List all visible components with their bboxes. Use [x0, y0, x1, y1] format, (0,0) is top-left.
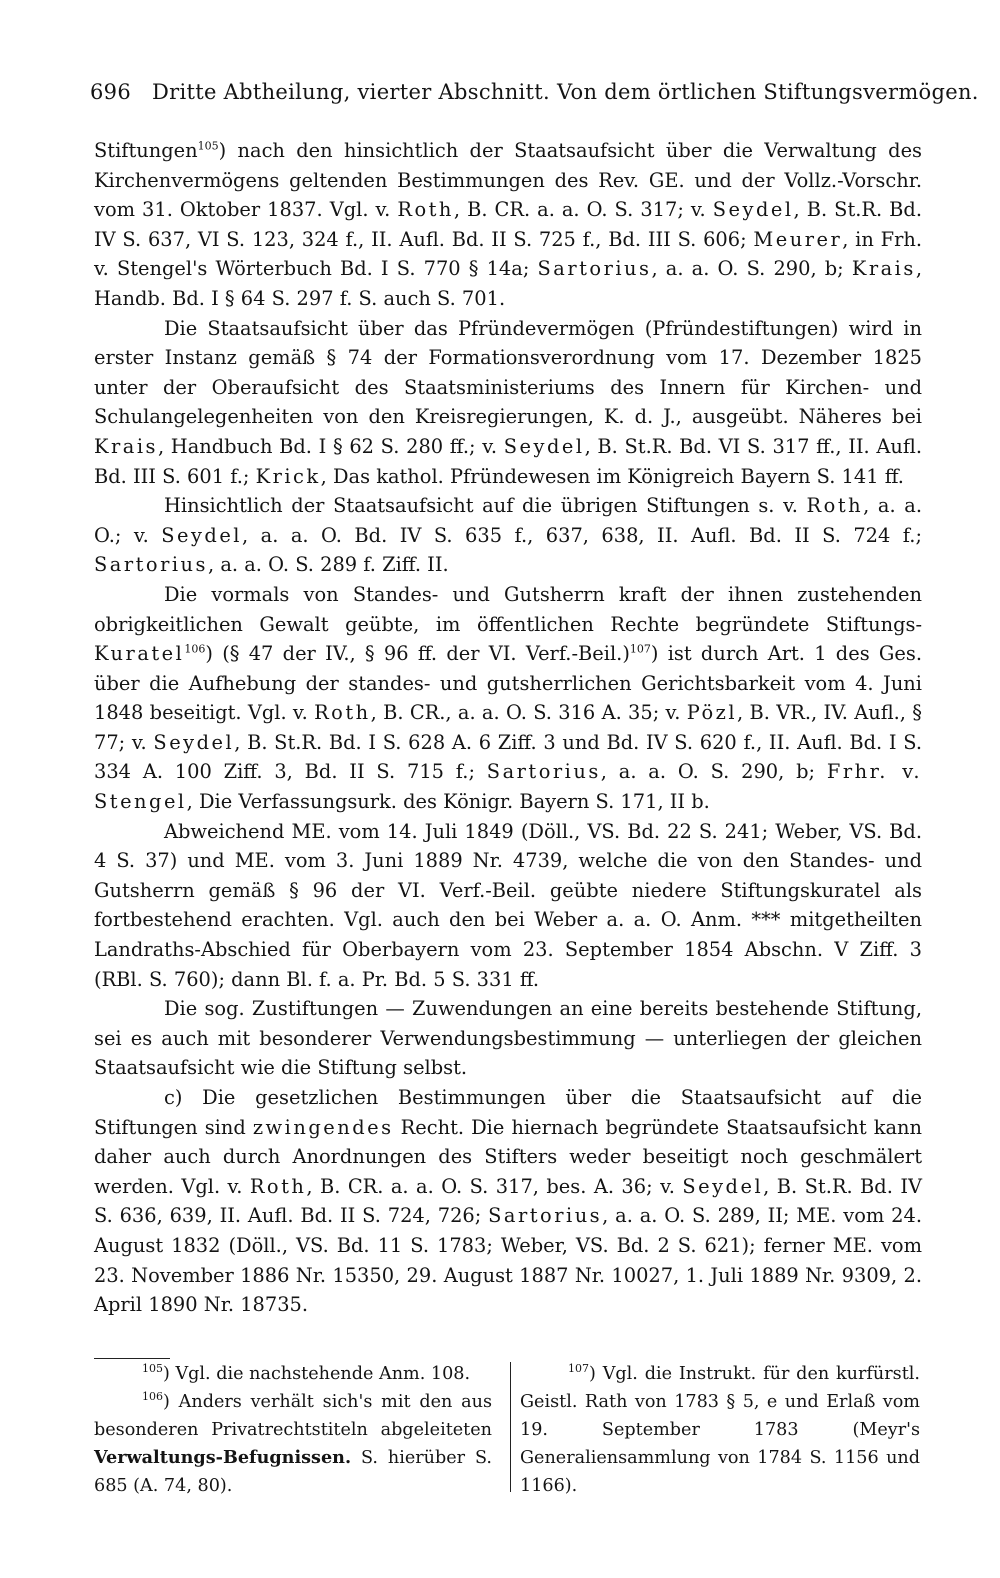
author-seydel: Seydel: [153, 730, 235, 754]
running-title: Dritte Abtheilung, vierter Abschnitt. Von dem örtlichen Stiftungsvermögen.: [151, 80, 979, 104]
footnote-105: $^{105}$) Vgl. die nachstehende Anm. 108.: [142, 1362, 471, 1384]
author-sartorius: Sartorius: [486, 760, 601, 784]
paragraph-5: Abweichend ME. vom 14. Juli 1849 (Döll., VS. Bd. 22 S. 241; Weber, VS. Bd. 4 S. 37) und ME. vom 3. Juni 1889 Nr. 4739, welche die von den Standes- und Gutsherrn gemäß § 96 der VI. Verf.-Beil. geübte niedere Stiftungskuratel als fortbestehend erachten. Vgl. auch den bei Weber a. a. O. Anm. *** mitgetheilten Landraths-Abschied für Oberbayern vom 23. September 1854 Abschn. V Ziff. 3 (RBl. S. 760); dann Bl. f. a. Pr. Bd. 5 S. 331 ff.: [94, 819, 922, 991]
footnote-ref-106[interactable]: 106: [184, 642, 206, 656]
paragraph-3: Hinsichtlich der Staatsaufsicht auf die übrigen Stiftungen s. v. Roth, a. a. O.; v. Seydel, a. a. O. Bd. IV S. 635 f., 637, 638, II. Aufl. Bd. II S. 724 f.; Sartorius, a. a. O. S. 289 f. Ziff. II.: [94, 494, 922, 577]
author-stengel: Frhr. v. Stengel: [94, 760, 923, 814]
footnotes-left-column: [94, 1360, 492, 1500]
author-seydel: Seydel: [682, 1174, 764, 1198]
author-roth: Roth: [397, 198, 454, 222]
author-krais: Krais: [94, 434, 158, 458]
author-sartorius: Sartorius: [488, 1204, 603, 1228]
paragraph-7: c) Die gesetzlichen Bestimmungen über die Staatsaufsicht auf die Stiftungen sind zwingendes Recht. Die hiernach begründete Staatsaufsicht kann daher auch durch Anordnungen des Stifters weder beseitigt noch geschmälert werden. Vgl. v. Roth, B. CR. a. a. O. S. 317, bes. A. 36; v. Seydel, B. St.R. Bd. IV S. 636, 639, II. Aufl. Bd. II S. 724, 726; Sartorius, a. a. O. S. 289, II; ME. vom 24. August 1832 (Döll., VS. Bd. 11 S. 1783; Weber, VS. Bd. 2 S. 621); ferner ME. vom 23. November 1886 Nr. 15350, 29. August 1887 Nr. 10027, 1. Juli 1889 Nr. 9309, 2. April 1890 Nr. 18735.: [94, 1086, 922, 1317]
footnote-106-bold-term: Verwaltungs-Befugnissen.: [94, 1447, 352, 1468]
page-number: 696: [90, 80, 131, 104]
footnote-107: $^{107}$) Vgl. die Instrukt. für den kurfürstl. Geistl. Rath von 1783 § 5, e und Erlaß vom 19. September 1783 (Meyr's Generaliensammlung von 1784 S. 1156 und 1166).: [520, 1362, 920, 1496]
footnote-separator: [94, 1358, 170, 1359]
author-sartorius: Sartorius: [94, 553, 208, 577]
footnote-106: $^{106}$) Anders verhält sich's mit den aus besonderen Privatrechtstiteln abgeleiteten Verwaltungs-Befugnissen. S. hierüber S. 685 (A. 74, 80).: [94, 1390, 492, 1496]
author-seydel: Seydel: [503, 434, 585, 458]
term-zwingendes: zwingendes: [252, 1115, 394, 1139]
author-meurer: Meurer: [753, 227, 843, 251]
author-roth: Roth: [249, 1174, 307, 1198]
paragraph-1: Stiftungen$^{105}$) nach den hinsichtlich der Staatsaufsicht über die Verwaltung des Kirchenvermögens geltenden Bestimmungen des Rev. GE. und der Vollz.-Vorschr. vom 31. Oktober 1837. Vgl. v. Roth, B. CR. a. a. O. S. 317; v. Seydel, B. St.R. Bd. IV S. 637, VI S. 123, 324 f., II. Aufl. Bd. II S. 725 f., Bd. III S. 606; Meurer, in Frh. v. Stengel's Wörterbuch Bd. I S. 770 § 14a; Sartorius, a. a. O. S. 290, b; Krais, Handb. Bd. I § 64 S. 297 f. S. auch S. 701.: [94, 139, 923, 310]
author-sartorius: Sartorius: [537, 257, 652, 281]
author-seydel: Seydel: [712, 198, 794, 222]
term-kuratel: Kuratel: [94, 642, 185, 666]
running-header: [90, 80, 979, 104]
author-roth: Roth: [806, 494, 864, 518]
main-text: [94, 136, 922, 1320]
footnote-ref-107[interactable]: 107: [629, 642, 651, 656]
author-poezl: Pözl: [686, 701, 738, 725]
author-roth: Roth: [314, 701, 371, 725]
footnote-column-divider: [510, 1362, 511, 1492]
author-krick: Krick: [255, 464, 321, 488]
paragraph-4: Die vormals von Standes- und Gutsherrn kraft der ihnen zustehenden obrigkeitlichen Gewalt geübte, im öffentlichen Rechte begründete Stiftungs-Kuratel$^{106}$) (§ 47 der IV., § 96 ff. der VI. Verf.-Beil.)$^{107}$) ist durch Art. 1 des Ges. über die Aufhebung der standes- und gutsherrlichen Gerichtsbarkeit vom 4. Juni 1848 beseitigt. Vgl. v. Roth, B. CR., a. a. O. S. 316 A. 35; v. Pözl, B. VR., IV. Aufl., § 77; v. Seydel, B. St.R. Bd. I S. 628 A. 6 Ziff. 3 und Bd. IV S. 620 f., II. Aufl. Bd. I S. 334 A. 100 Ziff. 3, Bd. II S. 715 f.; Sartorius, a. a. O. S. 290, b; Frhr. v. Stengel, Die Verfassungsurk. des Königr. Bayern S. 171, II b.: [94, 582, 923, 814]
footnote-ref-105[interactable]: 105: [197, 139, 219, 153]
paragraph-2: Die Staatsaufsicht über das Pfründevermögen (Pfründestiftungen) wird in erster Instanz gemäß § 74 der Formationsverordnung vom 17. Dezember 1825 unter der Oberaufsicht des Staatsministeriums des Innern für Kirchen- und Schulangelegenheiten von den Kreisregierungen, K. d. J., ausgeübt. Näheres bei Krais, Handbuch Bd. I § 62 S. 280 ff.; v. Seydel, B. St.R. Bd. VI S. 317 ff., II. Aufl. Bd. III S. 601 f.; Krick, Das kathol. Pfründewesen im Königreich Bayern S. 141 ff.: [94, 316, 922, 488]
paragraph-6: Die sog. Zustiftungen — Zuwendungen an eine bereits bestehende Stiftung, sei es auch mit besonderer Verwendungsbestimmung — unterliegen der gleichen Staatsaufsicht wie die Stiftung selbst.: [94, 997, 922, 1080]
author-seydel: Seydel: [161, 523, 243, 547]
footnotes-right-column: [520, 1360, 920, 1500]
author-krais: Krais: [851, 257, 916, 281]
